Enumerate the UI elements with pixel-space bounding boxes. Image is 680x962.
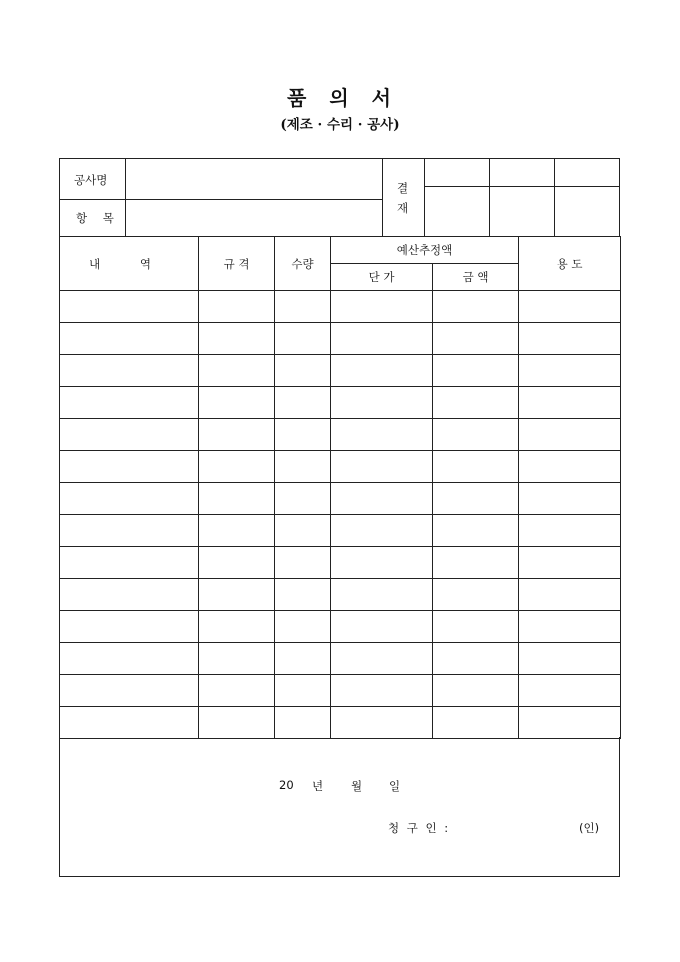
approval-label-divider bbox=[424, 159, 425, 236]
amount-cell[interactable] bbox=[433, 387, 519, 419]
unit-price-cell[interactable] bbox=[331, 323, 433, 355]
unit-price-cell[interactable] bbox=[331, 387, 433, 419]
table-row bbox=[60, 707, 621, 739]
details-cell[interactable] bbox=[60, 483, 199, 515]
quantity-cell[interactable] bbox=[275, 451, 331, 483]
table-row bbox=[60, 419, 621, 451]
details-cell[interactable] bbox=[60, 419, 199, 451]
approval-left-divider bbox=[382, 159, 383, 236]
details-cell[interactable] bbox=[60, 451, 199, 483]
requester-label: 청 구 인 : bbox=[388, 821, 451, 835]
purpose-cell[interactable] bbox=[519, 707, 621, 739]
table-row bbox=[60, 611, 621, 643]
col-header-amount: 금 액 bbox=[433, 264, 519, 291]
details-cell[interactable] bbox=[60, 643, 199, 675]
amount-cell[interactable] bbox=[433, 451, 519, 483]
purpose-cell[interactable] bbox=[519, 515, 621, 547]
quantity-cell[interactable] bbox=[275, 291, 331, 323]
table-row bbox=[60, 323, 621, 355]
day-label: 일 bbox=[389, 779, 401, 793]
amount-cell[interactable] bbox=[433, 483, 519, 515]
spec-cell[interactable] bbox=[199, 451, 275, 483]
table-row bbox=[60, 675, 621, 707]
details-cell[interactable] bbox=[60, 355, 199, 387]
amount-cell[interactable] bbox=[433, 611, 519, 643]
table-row bbox=[60, 451, 621, 483]
seal-label: (인) bbox=[579, 821, 600, 835]
header-block bbox=[59, 158, 620, 237]
month-label: 월 bbox=[351, 779, 363, 793]
table-row bbox=[60, 547, 621, 579]
purpose-cell[interactable] bbox=[519, 323, 621, 355]
spec-cell[interactable] bbox=[199, 419, 275, 451]
purpose-cell[interactable] bbox=[519, 579, 621, 611]
quantity-cell[interactable] bbox=[275, 419, 331, 451]
year-label: 년 bbox=[312, 779, 324, 793]
table-row bbox=[60, 483, 621, 515]
unit-price-cell[interactable] bbox=[331, 547, 433, 579]
unit-price-cell[interactable] bbox=[331, 707, 433, 739]
unit-price-cell[interactable] bbox=[331, 451, 433, 483]
unit-price-cell[interactable] bbox=[331, 355, 433, 387]
purpose-cell[interactable] bbox=[519, 451, 621, 483]
col-header-details: 내 역 bbox=[60, 237, 199, 291]
col-header-quantity: 수량 bbox=[275, 237, 331, 291]
unit-price-cell[interactable] bbox=[331, 419, 433, 451]
details-cell[interactable] bbox=[60, 291, 199, 323]
purpose-cell[interactable] bbox=[519, 387, 621, 419]
amount-cell[interactable] bbox=[433, 515, 519, 547]
spec-cell[interactable] bbox=[199, 611, 275, 643]
items-table bbox=[59, 236, 621, 739]
quantity-cell[interactable] bbox=[275, 675, 331, 707]
spec-cell[interactable] bbox=[199, 547, 275, 579]
amount-cell[interactable] bbox=[433, 547, 519, 579]
project-name-label: 공사명 bbox=[74, 173, 108, 187]
table-row bbox=[60, 579, 621, 611]
quantity-cell[interactable] bbox=[275, 515, 331, 547]
spec-cell[interactable] bbox=[199, 323, 275, 355]
amount-cell[interactable] bbox=[433, 355, 519, 387]
approval-row-divider bbox=[424, 186, 620, 187]
unit-price-cell[interactable] bbox=[331, 643, 433, 675]
document-subtitle: (제조 · 수리 · 공사) bbox=[280, 117, 400, 133]
table-row bbox=[60, 643, 621, 675]
purpose-cell[interactable] bbox=[519, 483, 621, 515]
col-header-spec: 규 격 bbox=[199, 237, 275, 291]
spec-cell[interactable] bbox=[199, 483, 275, 515]
unit-price-cell[interactable] bbox=[331, 483, 433, 515]
details-cell[interactable] bbox=[60, 387, 199, 419]
quantity-cell[interactable] bbox=[275, 643, 331, 675]
table-row bbox=[60, 515, 621, 547]
amount-cell[interactable] bbox=[433, 291, 519, 323]
details-cell[interactable] bbox=[60, 515, 199, 547]
unit-price-cell[interactable] bbox=[331, 291, 433, 323]
unit-price-cell[interactable] bbox=[331, 675, 433, 707]
purpose-cell[interactable] bbox=[519, 611, 621, 643]
quantity-cell[interactable] bbox=[275, 387, 331, 419]
approval-col-divider-2 bbox=[554, 159, 555, 236]
quantity-cell[interactable] bbox=[275, 355, 331, 387]
spec-cell[interactable] bbox=[199, 579, 275, 611]
spec-cell[interactable] bbox=[199, 707, 275, 739]
details-cell[interactable] bbox=[60, 675, 199, 707]
purpose-cell[interactable] bbox=[519, 643, 621, 675]
document-title: 품 의 서 bbox=[287, 86, 393, 110]
amount-cell[interactable] bbox=[433, 323, 519, 355]
quantity-cell[interactable] bbox=[275, 611, 331, 643]
item-label: 항 목 bbox=[76, 211, 120, 225]
table-row bbox=[60, 387, 621, 419]
unit-price-cell[interactable] bbox=[331, 611, 433, 643]
item-field[interactable] bbox=[126, 200, 382, 236]
spec-cell[interactable] bbox=[199, 675, 275, 707]
details-cell[interactable] bbox=[60, 547, 199, 579]
spec-cell[interactable] bbox=[199, 643, 275, 675]
footer-block bbox=[59, 737, 620, 877]
purpose-cell[interactable] bbox=[519, 419, 621, 451]
table-row bbox=[60, 291, 621, 323]
spec-cell[interactable] bbox=[199, 387, 275, 419]
amount-cell[interactable] bbox=[433, 579, 519, 611]
spec-cell[interactable] bbox=[199, 291, 275, 323]
purpose-cell[interactable] bbox=[519, 291, 621, 323]
purpose-cell[interactable] bbox=[519, 355, 621, 387]
details-cell[interactable] bbox=[60, 579, 199, 611]
details-cell[interactable] bbox=[60, 611, 199, 643]
col-header-unit-price: 단 가 bbox=[331, 264, 433, 291]
amount-cell[interactable] bbox=[433, 643, 519, 675]
purpose-cell[interactable] bbox=[519, 547, 621, 579]
col-header-purpose: 용 도 bbox=[519, 237, 621, 291]
details-cell[interactable] bbox=[60, 707, 199, 739]
approval-col-divider-1 bbox=[489, 159, 490, 236]
purpose-cell[interactable] bbox=[519, 675, 621, 707]
quantity-cell[interactable] bbox=[275, 707, 331, 739]
spec-cell[interactable] bbox=[199, 355, 275, 387]
quantity-cell[interactable] bbox=[275, 483, 331, 515]
year-prefix: 20 bbox=[279, 778, 294, 792]
table-row bbox=[60, 355, 621, 387]
approval-label-bottom: 재 bbox=[397, 201, 409, 215]
col-header-budget: 예산추정액 bbox=[331, 237, 519, 264]
project-name-field[interactable] bbox=[126, 159, 382, 199]
amount-cell[interactable] bbox=[433, 707, 519, 739]
quantity-cell[interactable] bbox=[275, 579, 331, 611]
approval-label-top: 결 bbox=[397, 181, 409, 195]
amount-cell[interactable] bbox=[433, 675, 519, 707]
quantity-cell[interactable] bbox=[275, 547, 331, 579]
unit-price-cell[interactable] bbox=[331, 515, 433, 547]
details-cell[interactable] bbox=[60, 323, 199, 355]
spec-cell[interactable] bbox=[199, 515, 275, 547]
unit-price-cell[interactable] bbox=[331, 579, 433, 611]
quantity-cell[interactable] bbox=[275, 323, 331, 355]
amount-cell[interactable] bbox=[433, 419, 519, 451]
